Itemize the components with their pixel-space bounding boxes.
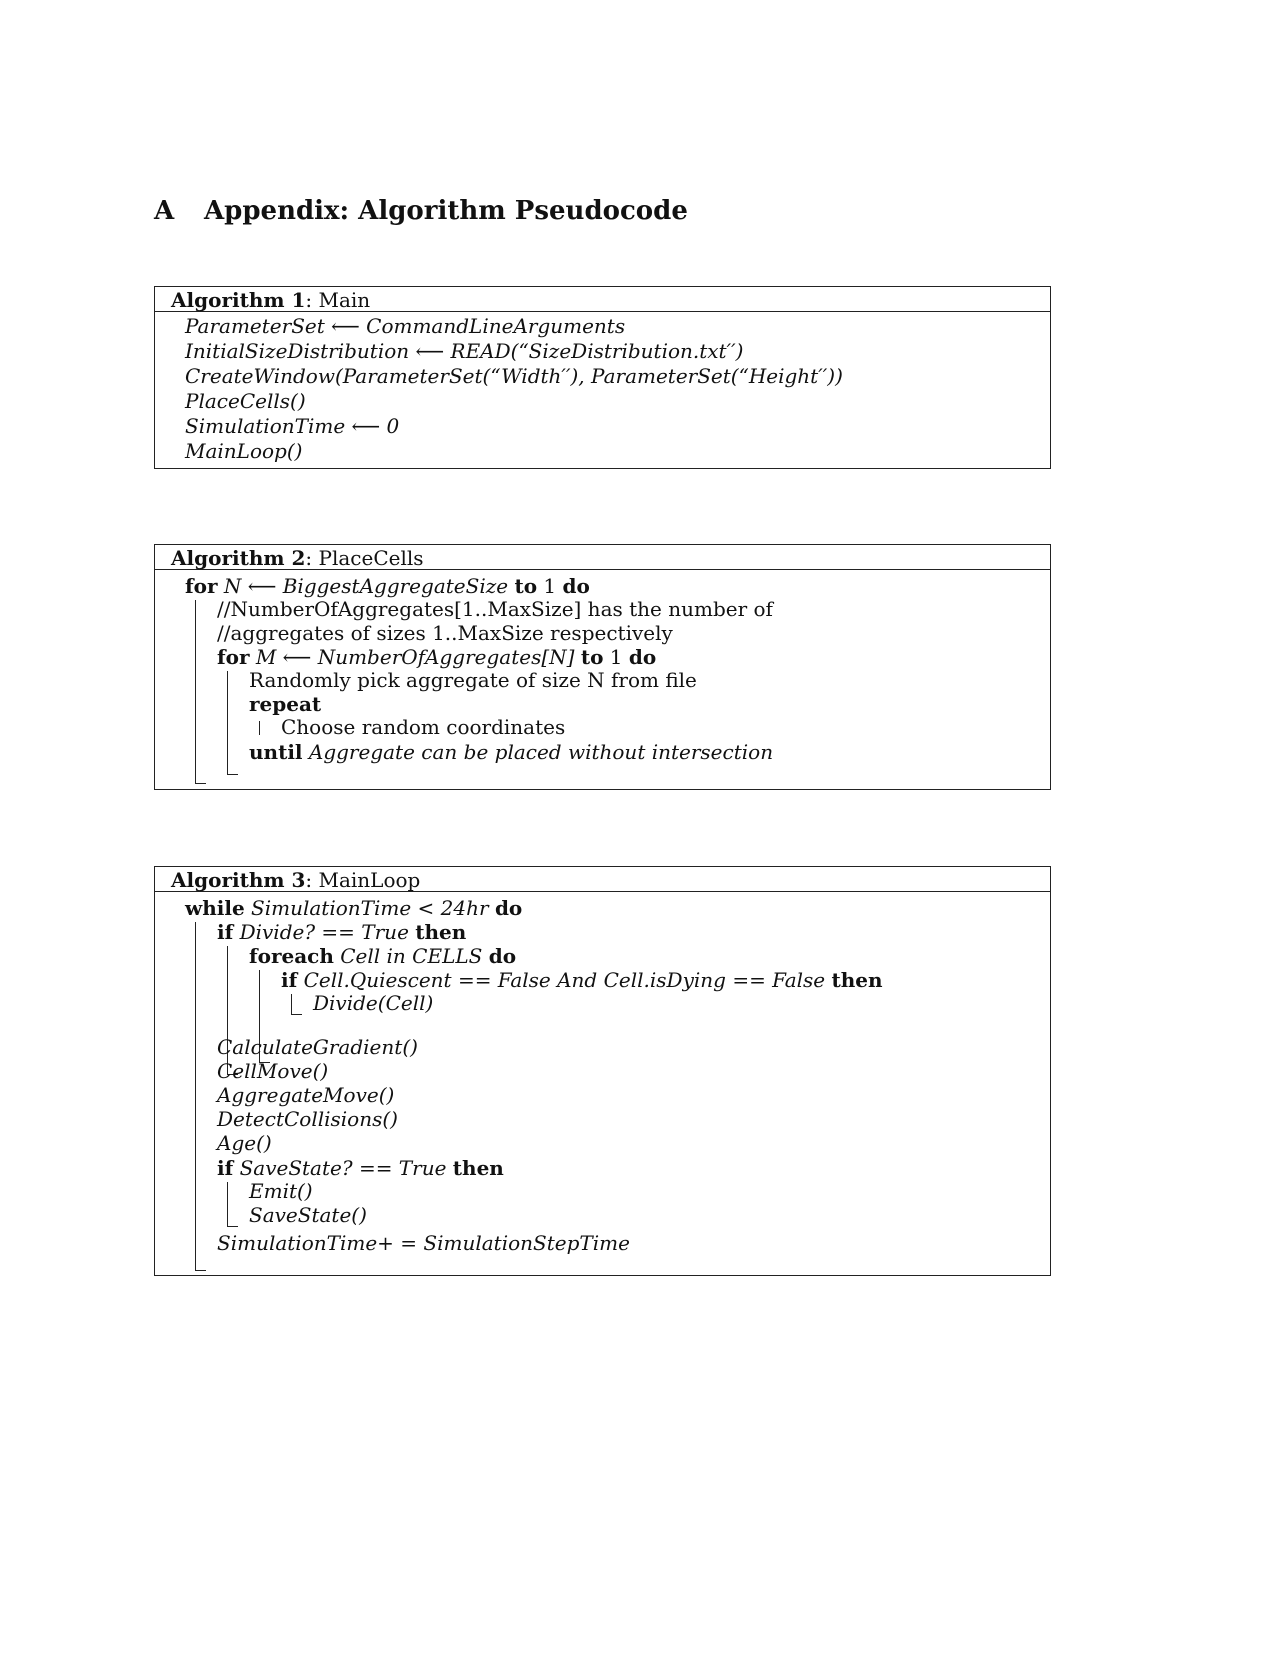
- algorithm-3-label: Algorithm 3: [171, 868, 306, 892]
- alg3-if-divide-cond: Divide? == True: [239, 920, 409, 944]
- alg2-comment-2: //aggregates of sizes 1..MaxSize respectively: [217, 621, 673, 645]
- kw-for: for: [185, 574, 218, 598]
- alg3-savestate-call: SaveState(): [249, 1203, 367, 1227]
- alg2-for-limit: 1: [543, 574, 557, 598]
- alg2-until-cond: Aggregate can be placed without intersection: [308, 740, 774, 764]
- alg3-if-quiescent-line: [281, 968, 883, 992]
- algorithm-1-name: : Main: [305, 288, 371, 312]
- kw-for: for: [217, 645, 250, 669]
- algorithm-3-name: : MainLoop: [305, 868, 421, 892]
- kw-if: if: [281, 968, 298, 992]
- alg1-line-1: ParameterSet ⟵ CommandLineArguments: [185, 314, 626, 338]
- alg3-while-line: [185, 896, 522, 920]
- alg1-line-4: PlaceCells(): [185, 389, 306, 413]
- alg3-foreach-line: [249, 944, 516, 968]
- kw-to: to: [514, 574, 538, 598]
- alg2-block-bar-outer: [195, 600, 206, 784]
- kw-until: until: [249, 740, 303, 764]
- algorithm-2-label: Algorithm 2: [171, 546, 306, 570]
- alg3-call-3: AggregateMove(): [217, 1083, 395, 1107]
- algorithm-1-box: [154, 286, 1051, 469]
- alg2-comment-1: //NumberOfAggregates[1..MaxSize] has the number of: [217, 597, 773, 621]
- alg2-pick-line: Randomly pick aggregate of size N from file: [249, 668, 697, 692]
- kw-to: to: [580, 645, 604, 669]
- algorithm-1-label: Algorithm 1: [171, 288, 306, 312]
- algorithm-2-name: : PlaceCells: [305, 546, 424, 570]
- alg3-if-divide-line: [217, 920, 466, 944]
- section-heading: [154, 196, 688, 226]
- kw-then: then: [452, 1156, 504, 1180]
- kw-do: do: [488, 944, 517, 968]
- section-number: A: [154, 196, 175, 226]
- algorithm-3-caption: [155, 867, 1050, 892]
- alg1-line-6: MainLoop(): [185, 439, 303, 463]
- alg3-if-savestate-line: [217, 1156, 504, 1180]
- kw-foreach: foreach: [249, 944, 334, 968]
- alg1-line-3: CreateWindow(ParameterSet(“Width′′), ParameterSet(“Height′′)): [185, 364, 843, 388]
- kw-do: do: [494, 896, 523, 920]
- alg3-if-quiescent-cond: Cell.Quiescent == False And Cell.isDying == False: [303, 968, 826, 992]
- alg3-foreach-expr: Cell in CELLS: [340, 944, 483, 968]
- alg2-until-line: [249, 740, 773, 764]
- alg3-if-savestate-cond: SaveState? == True: [239, 1156, 447, 1180]
- alg2-line-for-inner: [217, 645, 656, 669]
- kw-do: do: [628, 645, 657, 669]
- alg2-block-bar-inner: [227, 671, 238, 775]
- alg1-line-5: SimulationTime ⟵ 0: [185, 414, 400, 438]
- algorithm-1-caption: [155, 287, 1050, 312]
- kw-if: if: [217, 1156, 234, 1180]
- kw-do: do: [562, 574, 590, 598]
- alg3-while-cond: SimulationTime < 24hr: [251, 896, 489, 920]
- alg3-call-5: Age(): [217, 1131, 272, 1155]
- algorithm-3-box: [154, 866, 1051, 1276]
- alg3-call-1: CalculateGradient(): [217, 1035, 418, 1059]
- alg2-repeat: repeat: [249, 692, 322, 716]
- alg3-call-4: DetectCollisions(): [217, 1107, 398, 1131]
- alg3-last-line: SimulationTime+ = SimulationStepTime: [217, 1231, 630, 1255]
- alg3-emit-call: Emit(): [249, 1179, 313, 1203]
- algorithm-2-box: [154, 544, 1051, 790]
- kw-then: then: [415, 920, 467, 944]
- alg3-if-savestate-bar: [227, 1182, 238, 1227]
- alg1-line-2: InitialSizeDistribution ⟵ READ(“SizeDistribution.txt′′): [185, 339, 744, 363]
- section-title: Appendix: Algorithm Pseudocode: [204, 196, 688, 226]
- alg2-line-for-outer: [185, 574, 590, 598]
- alg2-for-expr: N ⟵ BiggestAggregateSize: [223, 574, 509, 598]
- alg3-while-bar: [195, 922, 206, 1271]
- alg2-repeat-tick: [259, 721, 260, 735]
- alg2-inner-for-expr: M ⟵ NumberOfAggregates[N]: [255, 645, 575, 669]
- alg2-inner-for-limit: 1: [609, 645, 623, 669]
- alg3-divide-call: Divide(Cell): [313, 991, 434, 1015]
- kw-if: if: [217, 920, 234, 944]
- alg3-call-2: CellMove(): [217, 1059, 329, 1083]
- algorithm-2-caption: [155, 545, 1050, 570]
- alg2-choose-line: Choose random coordinates: [281, 715, 566, 739]
- kw-while: while: [185, 896, 245, 920]
- alg3-if-quiescent-bar: [291, 994, 302, 1015]
- kw-then: then: [831, 968, 883, 992]
